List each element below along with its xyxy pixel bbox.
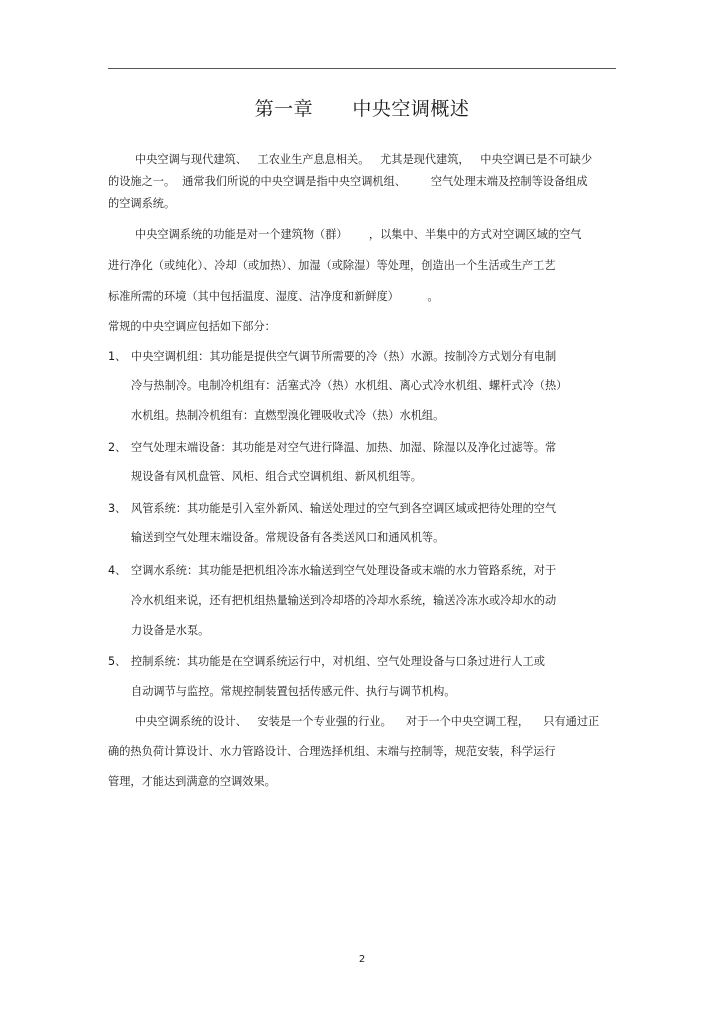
list-item-number: 3、 <box>108 502 127 515</box>
list-item-number: 5、 <box>108 655 127 668</box>
conclusion-line: 中央空调系统的设计、 安装是一个专业强的行业。 对于一个中央空调工程， 只有通过正 <box>135 715 600 728</box>
list-item-line: 水机组。热制冷机组有：直燃型溴化锂吸收式冷（热）水机组。 <box>131 409 445 422</box>
list-item-number: 4、 <box>108 564 127 577</box>
list-item-line: 空调水系统：其功能是把机组冷冻水输送到空气处理设备或末端的水力管路系统，对于 <box>131 564 557 577</box>
conclusion-line: 确的热负荷计算设计、水力管路设计、合理选择机组、末端与控制等，规范安装，科学运行 <box>108 745 556 758</box>
list-item-line: 冷水机组来说，还有把机组热量输送到冷却塔的冷却水系统，输送冷冻水或冷却水的动 <box>131 594 557 607</box>
list-item-line: 冷与热制冷。电制冷机组有：活塞式冷（热）水机组、离心式冷水机组、螺杆式冷（热） <box>131 379 568 392</box>
list-item-line: 力设备是水泵。 <box>131 624 210 637</box>
list-item-line: 控制系统：其功能是在空调系统运行中，对机组、空气处理设备与口条过进行人工或 <box>131 655 545 668</box>
list-item-line: 规设备有风机盘管、风柜、组合式空调机组、新风机组等。 <box>131 470 422 483</box>
intro-line: 的设施之一。 通常我们所说的中央空调是指中央空调机组、 空气处理末端及控制等设备组成 <box>108 175 588 188</box>
intro-line: 中央空调与现代建筑、 工农业生产息息相关。 尤其是现代建筑， 中央空调已是不可缺少 <box>135 153 593 166</box>
list-item-line: 风管系统：其功能是引入室外新风、输送处理过的空气到各空调区域或把待处理的空气 <box>131 502 557 515</box>
function-line: 标准所需的环境（其中包括温度、湿度、洁净度和新鲜度） 。 <box>108 290 439 303</box>
intro-line: 的空调系统。 <box>108 197 176 210</box>
list-item-line: 自动调节与监控。常规控制装置包括传感元件、执行与调节机构。 <box>131 685 456 698</box>
function-line: 中央空调系统的功能是对一个建筑物（群） ，以集中、半集中的方式对空调区域的空气 <box>135 228 582 241</box>
list-item-number: 2、 <box>108 441 127 454</box>
list-item-line: 中央空调机组：其功能是提供空气调节所需要的冷（热）水源。按制冷方式划分有电制 <box>131 350 557 363</box>
chapter-title: 第一章 中央空调概述 <box>254 98 470 120</box>
list-item-line: 空气处理末端设备：其功能是对空气进行降温、加热、加湿、除湿以及净化过滤等。常 <box>131 441 557 454</box>
conclusion-line: 管理，才能达到满意的空调效果。 <box>108 775 276 788</box>
header-rule <box>108 68 616 69</box>
list-item-line: 输送到空气处理末端设备。常规设备有各类送风口和通风机等。 <box>131 531 445 544</box>
function-line: 进行净化（或纯化）、冷却（或加热）、加湿（或除湿）等处理，创造出一个生活或生产工艺 <box>108 259 556 272</box>
list-item-number: 1、 <box>108 350 127 363</box>
components-heading: 常规的中央空调应包括如下部分： <box>108 320 276 333</box>
page-number: 2 <box>358 954 366 965</box>
